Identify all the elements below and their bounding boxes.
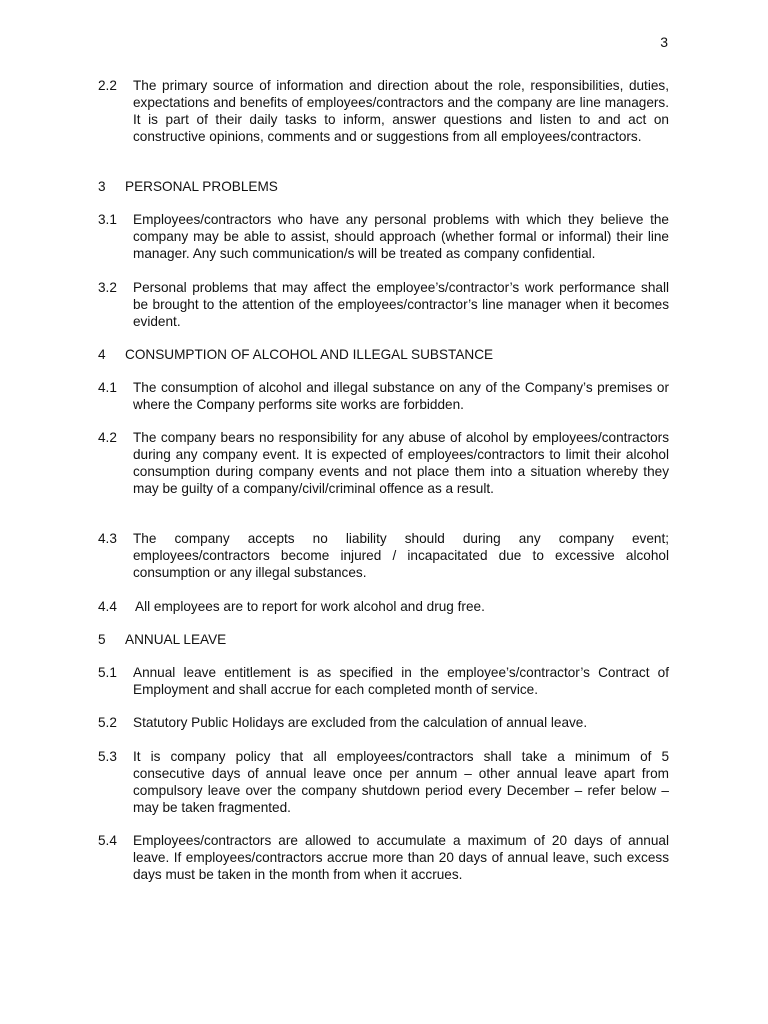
clause-text: Personal problems that may affect the employee’s/contractor’s work performance shall be brought to the attention of the employees/contractor’s line manager when it becomes evident. [133,280,669,329]
clause-number: 4.4 [98,599,117,614]
section-heading-4 [98,346,493,363]
clause-2-2 [98,78,669,146]
clause-text: It is company policy that all employees/contractors shall take a minimum of 5 consecutive days of annual leave once per annum – other annual leave apart from compulsory leave over the company shutdown period every December – refer below – may be taken fragmented. [133,749,669,815]
section-title: PERSONAL PROBLEMS [125,179,278,194]
clause-number: 5.3 [98,749,117,764]
section-number: 5 [98,632,106,647]
clause-number: 2.2 [98,78,117,93]
clause-number: 3.1 [98,212,117,227]
clause-text: The consumption of alcohol and illegal substance on any of the Company’s premises or where the Company performs site works are forbidden. [133,380,669,412]
clause-4-2 [98,430,669,498]
clause-number: 5.4 [98,833,117,848]
clause-number: 4.1 [98,380,117,395]
clause-number: 5.1 [98,665,117,680]
clause-5-4 [98,833,669,884]
clause-number: 4.2 [98,430,117,445]
clause-5-2 [98,715,669,732]
clause-number: 5.2 [98,715,117,730]
clause-3-1 [98,212,669,263]
clause-text: Employees/contractors who have any personal problems with which they believe the company may be able to assist, should approach (whether formal or informal) their line manager. Any such communication/s will be treated as company confidential. [133,212,669,261]
clause-text: The company accepts no liability should during any company event; employees/contractors become injured / incapacitated due to excessive alcohol consumption or any illegal substances. [133,531,669,580]
section-heading-3 [98,178,278,195]
clause-4-4 [98,598,669,615]
section-number: 4 [98,347,106,362]
clause-text: Annual leave entitlement is as specified in the employee’s/contractor’s Contract of Employment and shall accrue for each completed month of service. [133,665,669,697]
clause-number: 3.2 [98,280,117,295]
clause-4-1 [98,380,669,414]
clause-5-1 [98,665,669,699]
section-heading-5 [98,631,226,648]
clause-4-3 [98,531,669,582]
page-number: 3 [660,34,668,50]
clause-text: Statutory Public Holidays are excluded from the calculation of annual leave. [133,715,588,730]
clause-5-3 [98,749,669,817]
clause-text: The company bears no responsibility for any abuse of alcohol by employees/contractors during any company event. It is expected of employees/contractors to limit their alcohol consumption during company events and not place them into a situation whereby they may be guilty of a company/civil/criminal offence as a result. [133,430,669,496]
section-title: ANNUAL LEAVE [125,632,227,647]
clause-text: All employees are to report for work alcohol and drug free. [135,599,485,614]
clause-3-2 [98,280,669,331]
clause-number: 4.3 [98,531,117,546]
section-title: CONSUMPTION OF ALCOHOL AND ILLEGAL SUBSTANCE [125,347,494,362]
clause-text: Employees/contractors are allowed to accumulate a maximum of 20 days of annual leave. If employees/contractors accrue more than 20 days of annual leave, such excess days must be taken in the month from when it accrues. [133,833,669,882]
section-number: 3 [98,179,106,194]
clause-text: The primary source of information and direction about the role, responsibilities, duties, expectations and benefits of employees/contractors and the company are line managers. It is part of their daily tasks to inform, answer questions and listen to and act on constructive opinions, comments and or suggestions from all employees/contractors. [133,78,669,144]
